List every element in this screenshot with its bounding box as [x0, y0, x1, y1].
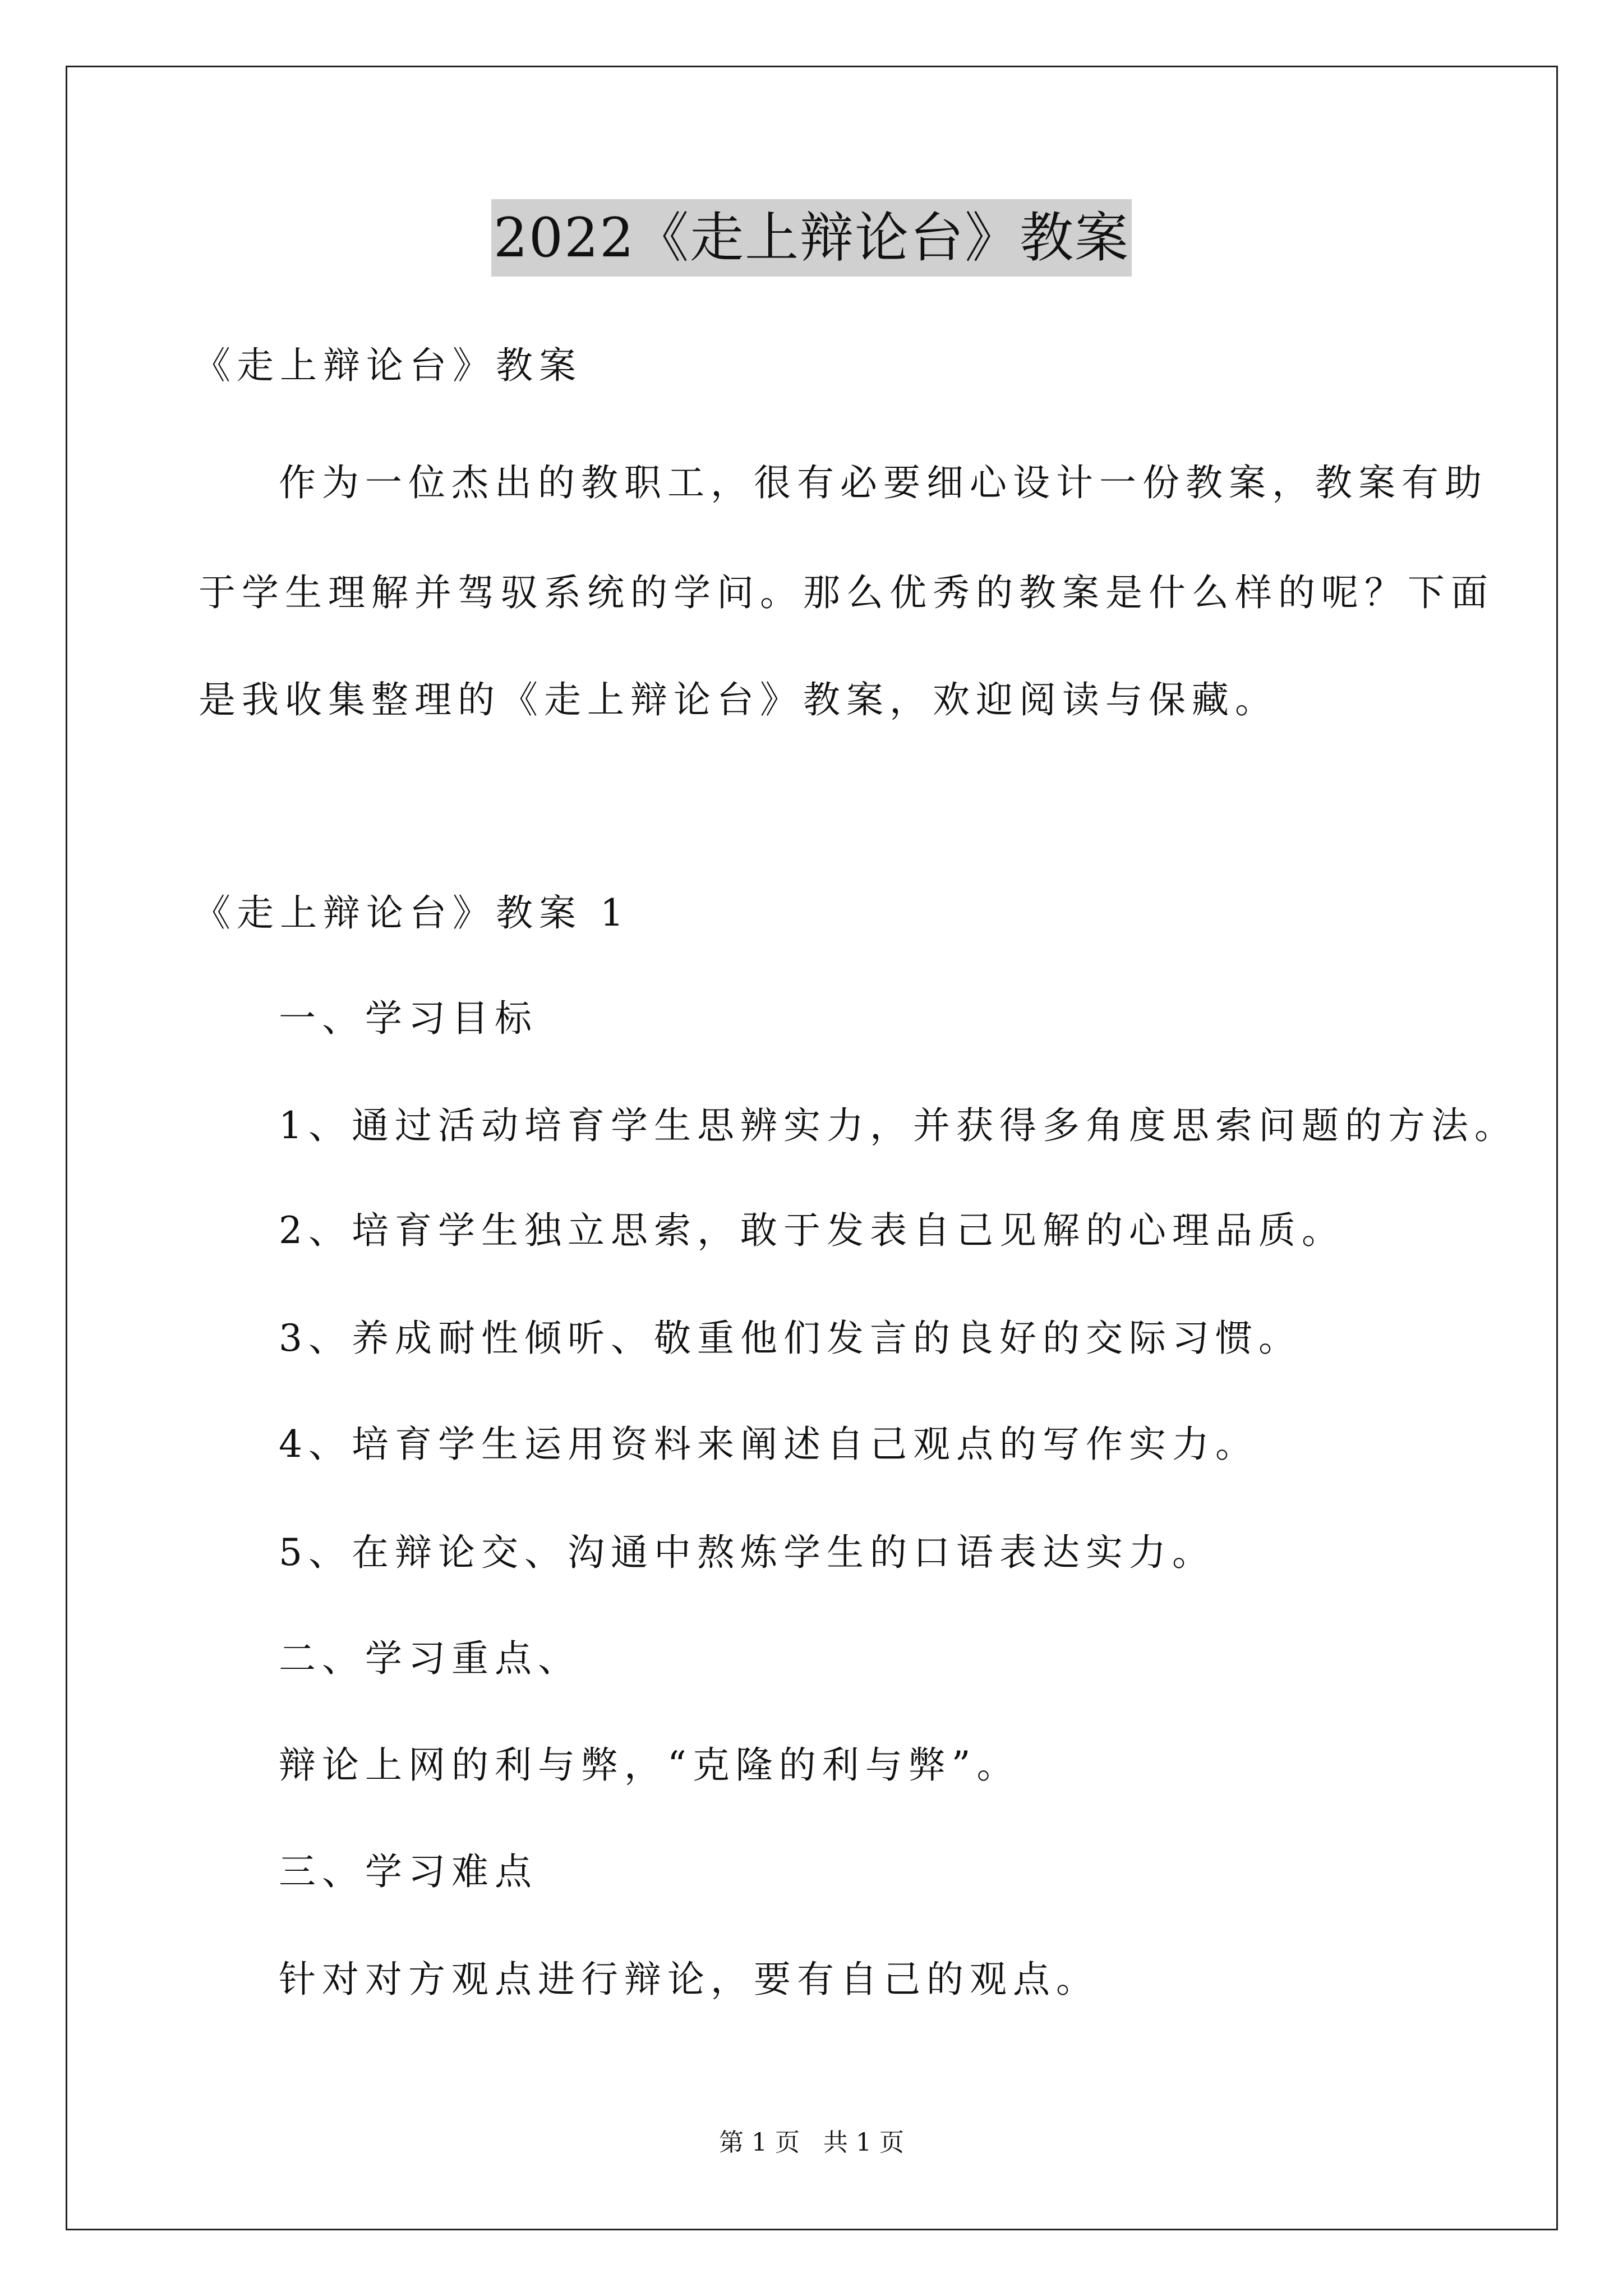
key-heading: 二、学习重点、 [279, 1637, 581, 1680]
goal-item-5: 5、在辩论交、沟通中熬炼学生的口语表达实力。 [279, 1531, 1215, 1574]
document-subtitle: 《走上辩论台》教案 [193, 344, 582, 387]
goals-heading: 一、学习目标 [279, 997, 538, 1040]
goal-item-3: 3、养成耐性倾听、敬重他们发言的良好的交际习惯。 [279, 1317, 1302, 1360]
key-text: 辩论上网的利与弊，“克隆的利与弊”。 [279, 1743, 1020, 1787]
page-footer: 第 1 页 共 1 页 [719, 2128, 904, 2157]
document-title: 2022《走上辩论台》教案 [491, 199, 1132, 277]
difficulty-text: 针对对方观点进行辩论，要有自己的观点。 [279, 1958, 1099, 2001]
intro-line-1: 作为一位杰出的教职工，很有必要细心设计一份教案，教案有助 [279, 461, 1488, 504]
intro-line-2: 于学生理解并驾驭系统的学问。那么优秀的教案是什么样的呢？下面 [199, 571, 1494, 614]
section-heading: 《走上辩论台》教案 1 [193, 891, 630, 935]
goal-item-2: 2、培育学生独立思索，敢于发表自己见解的心理品质。 [279, 1209, 1345, 1252]
intro-line-3: 是我收集整理的《走上辩论台》教案，欢迎阅读与保藏。 [199, 678, 1278, 721]
title-container [0, 199, 1623, 277]
goal-item-1: 1、通过活动培育学生思辨实力，并获得多角度思索问题的方法。 [279, 1104, 1518, 1147]
goal-item-4: 4、培育学生运用资料来阐述自己观点的写作实力。 [279, 1423, 1258, 1466]
difficulty-heading: 三、学习难点 [279, 1850, 538, 1893]
